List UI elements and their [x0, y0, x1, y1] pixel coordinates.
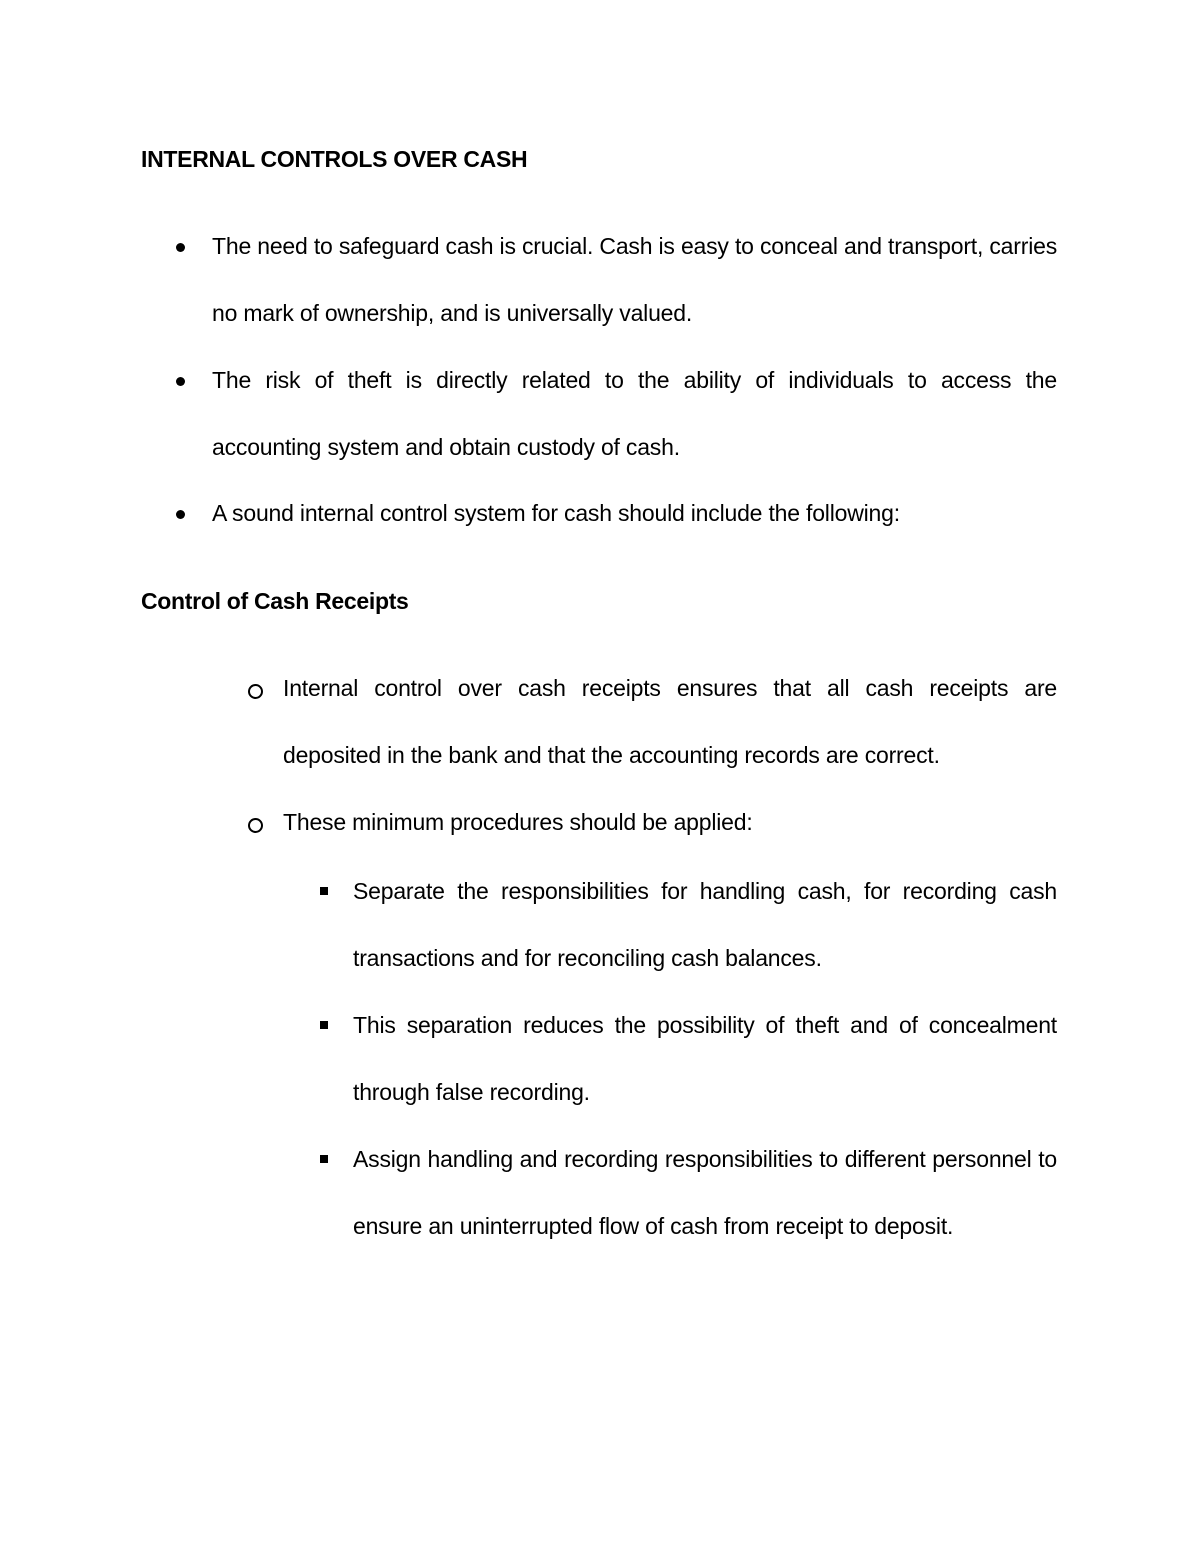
list-item: This separation reduces the possibility of theft and of concealment through false recording. [353, 1012, 1057, 1105]
bullet-square-icon [320, 1021, 328, 1029]
bullet-disc-icon [176, 377, 185, 386]
bullet-square-icon [320, 1155, 328, 1163]
list-item: The risk of theft is directly related to the ability of individuals to access the accounting system and obtain custody of cash. [212, 367, 1057, 460]
bullet-circle-icon [248, 684, 263, 699]
list-item: Separate the responsibilities for handling cash, for recording cash transactions and for reconciling cash balances. [353, 878, 1057, 971]
bullet-disc-icon [176, 510, 185, 519]
bullet-circle-icon [248, 818, 263, 833]
list-item: Internal control over cash receipts ensures that all cash receipts are deposited in the bank and that the accounting records are correct. [283, 675, 1057, 768]
bullet-disc-icon [176, 243, 185, 252]
list-item: These minimum procedures should be applied: [283, 809, 753, 835]
list-item: The need to safeguard cash is crucial. Cash is easy to conceal and transport, carries no mark of ownership, and is universally valued. [212, 233, 1057, 326]
section-heading: Control of Cash Receipts [141, 588, 409, 614]
list-item: Assign handling and recording responsibilities to different personnel to ensure an uninterrupted flow of cash from receipt to deposit. [353, 1146, 1057, 1239]
bullet-square-icon [320, 887, 328, 895]
list-item: A sound internal control system for cash should include the following: [212, 500, 900, 526]
document-title: INTERNAL CONTROLS OVER CASH [141, 146, 528, 172]
